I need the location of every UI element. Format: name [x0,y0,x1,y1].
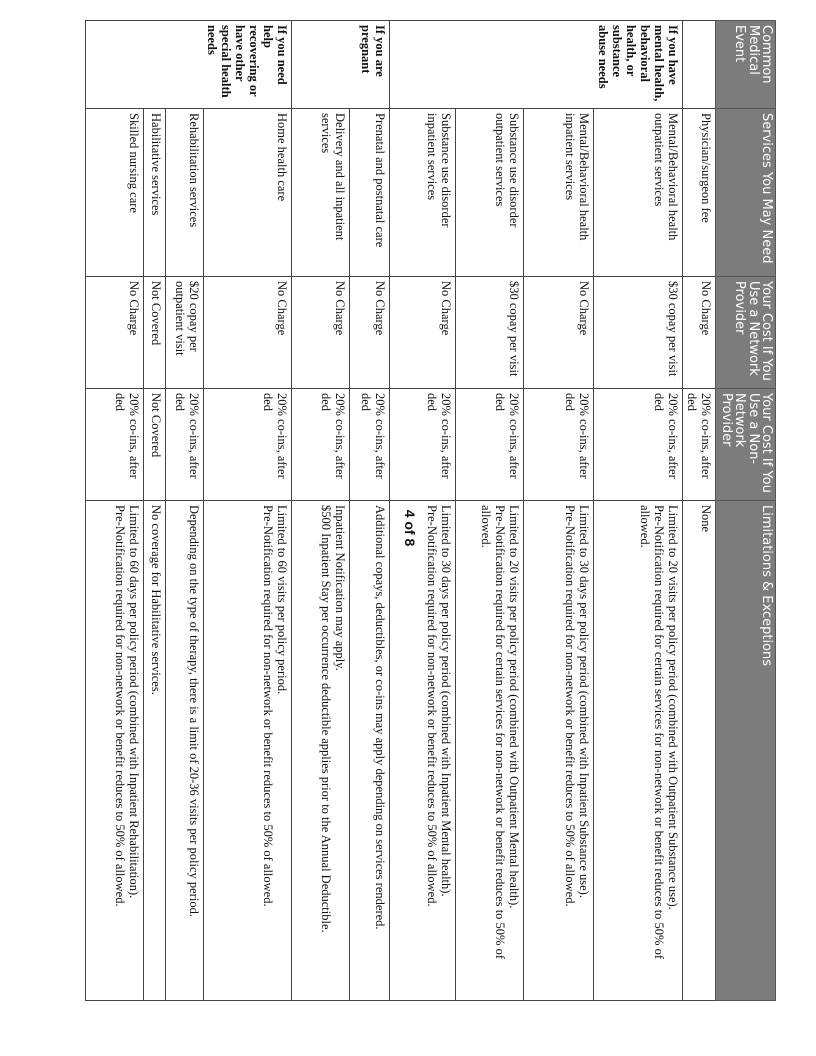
limitation-text: $500 Inpatient Stay per occurrence deductible applies prior to the Annual Deductible. [319,505,334,933]
event-cell [166,21,204,109]
service-cell: Skilled nursing care [86,109,144,277]
service-cell: Rehabilitation services [166,109,204,277]
service-cell: Prenatal and postnatal care [350,109,390,277]
limitation-text: Limited to 30 days per policy period (combined with Inpatient Mental health). [439,505,454,897]
nonnetwork-cost-cell: Not Covered [144,389,166,501]
benefits-table [85,20,776,1001]
table-row [292,21,350,1001]
service-cell: Mental/Behavioral health outpatient services [594,109,683,277]
network-cost-cell: $30 copay per visit [594,277,683,389]
header-network-cost: Your Cost If You Use a Network Provider [716,277,776,389]
table-row [524,21,594,1001]
limitation-text: Pre-Notification required for certain services for non-network or benefit reduces to 50% of allowed. [479,505,508,959]
table-row [456,21,524,1001]
nonnetwork-cost-cell: 20% co-ins, after ded [456,389,524,501]
event-cell: If you have mental health, behavioral health, or substance abuse needs [594,21,683,109]
benefits-table-rotated [108,20,776,1000]
service-cell: Home health care [204,109,293,277]
limitations-cell [456,501,524,1001]
network-cost-cell: No Charge [390,277,456,389]
nonnetwork-cost-cell: 20% co-ins, after ded [292,389,350,501]
limitation-text: Depending on the type of therapy, there is a limit of 20-36 visits per policy period. [187,505,201,917]
limitation-text: Limited to 30 days per policy period (combined with Inpatient Substance use). [577,505,592,898]
limitations-cell [350,501,390,1001]
limitation-text: Inpatient Notification may apply. [333,505,348,671]
header-limitations: Limitations & Exceptions [716,501,776,1001]
event-cell [683,21,716,109]
limitation-text: None [699,505,713,533]
limitation-text: Pre-Notification required for non-network or benefit reduces to 50% of allowed. [261,505,276,907]
nonnetwork-cost-cell: 20% co-ins, after ded [204,389,293,501]
service-cell: Physician/surgeon fee [683,109,716,277]
header-event: Common Medical Event [716,21,776,109]
table-row [683,21,716,1001]
event-cell: If you are pregnant [350,21,390,109]
limitation-text: No coverage for Habilitative services. [149,505,163,695]
service-cell: Delivery and all inpatient services [292,109,350,277]
limitation-text: Pre-Notification required for non-network or benefit reduces to 50% of allowed. [563,505,578,907]
event-cell [390,21,456,109]
network-cost-cell: No Charge [204,277,293,389]
limitation-text: Limited to 20 visits per policy period (combined with Outpatient Substance use). [666,505,680,910]
limitations-cell [390,501,456,1001]
network-cost-cell: No Charge [292,277,350,389]
limitation-text: Pre-Notification required for non-network or benefit reduces to 50% of allowed. [113,505,127,907]
event-cell [144,21,166,109]
nonnetwork-cost-cell: 20% co-ins, after ded [390,389,456,501]
nonnetwork-cost-cell: 20% co-ins, after ded [524,389,594,501]
limitations-cell [524,501,594,1001]
table-row [86,21,144,1001]
limitations-cell [292,501,350,1001]
table-row [350,21,390,1001]
event-cell: If you need help recovering or have other special health needs [204,21,293,109]
network-cost-cell: $30 copay per visit [456,277,524,389]
network-cost-cell: No Charge [350,277,390,389]
limitations-cell [594,501,683,1001]
event-cell [456,21,524,109]
service-cell: Habilitative services [144,109,166,277]
limitation-text: Pre-Notification required for non-network or benefit reduces to 50% of allowed. [425,505,440,907]
network-cost-cell: No Charge [524,277,594,389]
table-row [594,21,683,1001]
nonnetwork-cost-cell: 20% co-ins, after ded [350,389,390,501]
table-row [166,21,204,1001]
limitation-text: Limited to 60 visits per policy period. [275,505,290,695]
network-cost-cell: Not Covered [144,277,166,389]
network-cost-cell: $20 copay per outpatient visit [166,277,204,389]
limitation-text: Limited to 20 visits per policy period (combined with Outpatient Mental health). [507,505,522,909]
network-cost-cell: No Charge [86,277,144,389]
service-cell: Mental/Behavioral health inpatient services [524,109,594,277]
limitation-text: Limited to 60 days per policy period (combined with Inpatient Rehabilitation). [127,505,141,899]
nonnetwork-cost-cell: 20% co-ins, after ded [166,389,204,501]
limitation-text: Pre-Notification required for certain services for non-network or benefit reduces to 50% of allowed. [638,505,666,959]
nonnetwork-cost-cell: 20% co-ins, after ded [594,389,683,501]
service-cell: Substance use disorder inpatient services [390,109,456,277]
event-cell [292,21,350,109]
limitations-cell [204,501,293,1001]
limitations-cell [144,501,166,1001]
limitations-cell [86,501,144,1001]
nonnetwork-cost-cell: 20% co-ins, after ded [86,389,144,501]
table-row [144,21,166,1001]
header-nonnetwork-cost: Your Cost If You Use a Non-Network Provider [716,389,776,501]
limitations-cell [166,501,204,1001]
page-number: 4 of 8 [402,509,418,547]
event-cell [524,21,594,109]
limitation-text: Additional copays, deductibles, or co-ins may apply depending on services rendered. [373,505,388,930]
table-row [204,21,293,1001]
nonnetwork-cost-cell: 20% co-ins, after ded [683,389,716,501]
limitations-cell [683,501,716,1001]
event-cell [86,21,144,109]
network-cost-cell: No Charge [683,277,716,389]
service-cell: Substance use disorder outpatient services [456,109,524,277]
header-service: Services You May Need [716,109,776,277]
header-row [716,21,776,1001]
